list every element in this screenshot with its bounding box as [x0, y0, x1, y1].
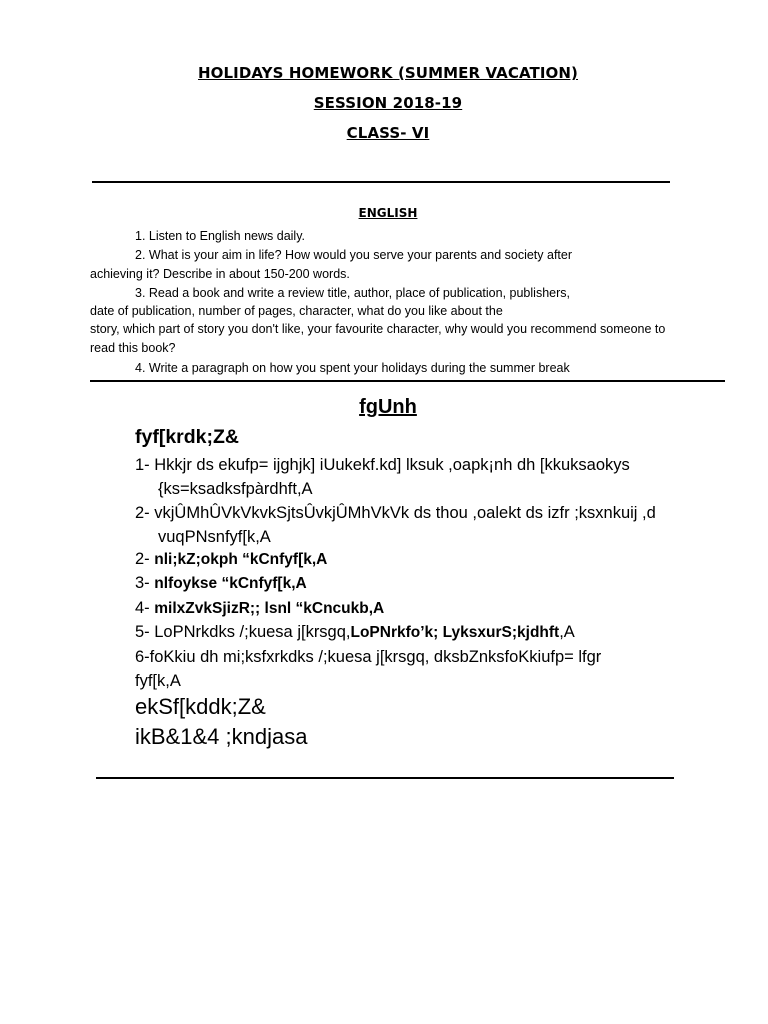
item-number: 3-	[135, 574, 155, 592]
class-label: CLASS- VI	[346, 124, 430, 142]
hindi-item	[135, 597, 384, 620]
item-number: 2-	[135, 550, 155, 568]
session-label: SESSION 2018-19	[313, 94, 463, 112]
english-line: achieving it? Describe in about 150-200 words.	[90, 267, 350, 281]
written-work-heading: fyf[krdk;Z&	[135, 426, 240, 448]
hindi-section-title: fgUnh	[359, 396, 417, 418]
hindi-item	[135, 572, 307, 595]
english-section-title: ENGLISH	[358, 206, 418, 220]
english-line: read this book?	[90, 341, 176, 355]
item-text-bold: LoPNrkfo’k; LyksxurS;kjdhft	[350, 624, 560, 641]
english-line: 1. Listen to English news daily.	[135, 229, 306, 243]
hindi-item-line: fyf[k,A	[135, 672, 181, 690]
english-line: 4. Write a paragraph on how you spent your holidays during the summer break	[135, 361, 570, 375]
hindi-item-line: 1- Hkkjr ds ekufp= ijghjk] iUukekf.kd] lksuk ,oapk¡nh dh [kkuksaokys	[135, 456, 630, 474]
item-text: nlfoykse “kCnfyf[k,A	[154, 575, 307, 592]
hindi-item	[135, 621, 575, 644]
english-line: date of publication, number of pages, character, what do you like about the	[90, 304, 503, 318]
item-number: 4-	[135, 599, 155, 617]
hindi-item	[135, 548, 327, 571]
english-line: story, which part of story you don't like, your favourite character, why would you recommend someone to	[90, 322, 666, 336]
english-line: 2. What is your aim in life? How would you serve your parents and society after	[135, 248, 573, 262]
item-text: milxZvkSjizR;; lsnl “kCncukb,A	[154, 600, 385, 617]
document-title: HOLIDAYS HOMEWORK (SUMMER VACATION)	[198, 64, 578, 82]
item-text: nli;kZ;okph “kCnfyf[k,A	[154, 551, 328, 568]
item-text: 5- LoPNrkdks /;kuesa j[krsgq,	[135, 623, 351, 641]
english-line: 3. Read a book and write a review title, author, place of publication, publishers,	[135, 286, 570, 300]
footer-divider	[96, 777, 674, 779]
hindi-item-line: {ks=ksadksfpàrdhft,A	[158, 480, 313, 498]
section-divider	[90, 380, 725, 382]
hindi-item-line: 6-foKkiu dh mi;ksfxrkdks /;kuesa j[krsgq, dksbZnksfoKkiufp= lfgr	[135, 648, 602, 666]
oral-work-heading: ekSf[kddk;Z&	[135, 694, 266, 719]
item-text: ,A	[559, 623, 575, 641]
hindi-item-line: vuqPNsnfyf[k,A	[158, 528, 271, 546]
chapters-line: ikB&1&4 ;kndjasa	[135, 724, 308, 749]
hindi-item-line: 2- vkjÛMhÛVkVkvkSjtsÛvkjÛMhVkVk ds thou ,oalekt ds izfr ;ksxnkuij ,d	[135, 504, 656, 522]
header-divider	[92, 181, 670, 183]
